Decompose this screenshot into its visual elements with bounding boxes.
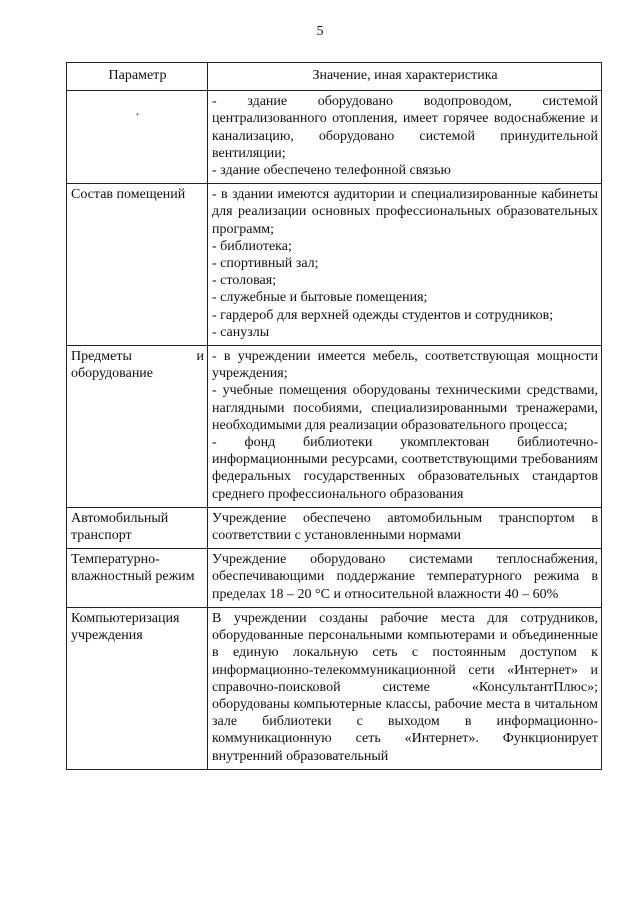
row-value-cell (208, 507, 602, 548)
value-line: - здание обеспечено телефонной связью (212, 163, 451, 179)
row-value-cell (208, 184, 602, 346)
value-line: - библиотека; (212, 238, 292, 254)
value-line: Учреждение обеспечено автомобильным транспортом в соответствии с установленными нормами (212, 510, 598, 544)
value-line: - столовая; (212, 273, 277, 289)
row-param-cell: Температурно-влажностный режим (67, 549, 208, 608)
table-row (67, 346, 602, 508)
header-value: Значение, иная характеристика (208, 63, 602, 91)
row-param-cell: Автомобильный транспорт (67, 507, 208, 548)
row-param-cell: . (67, 91, 208, 184)
value-line: - служебные и бытовые помещения; (212, 290, 428, 306)
value-line: - гардероб для верхней одежды студентов и сотрудников; (212, 307, 554, 323)
characteristics-table (66, 62, 602, 770)
value-line: - фонд библиотеки укомплектован библиотечно-информационными ресурсами, соответствующими требованиям федеральных государственных образовательных стандартов среднего профессионального образования (212, 435, 598, 502)
value-line: - спортивный зал; (212, 256, 319, 272)
header-param: Параметр (67, 63, 208, 91)
table-header-row (67, 63, 602, 91)
value-line: - в здании имеются аудитории и специализированные кабинеты для реализации основных профессиональных образовательных программ; (212, 187, 598, 237)
value-line: - санузлы (212, 324, 270, 340)
row-param-cell: Предметы и оборудование (67, 346, 208, 508)
value-line: - в учреждении имеется мебель, соответствующая мощности учреждения; (212, 349, 598, 382)
value-line: - здание оборудовано водопроводом, системой централизованного отопления, имеет горячее водоснабжение и канализацию, оборудовано системой принудительной вентиляции; (212, 94, 598, 161)
row-value-cell (208, 607, 602, 769)
row-param-cell: Состав помещений (67, 184, 208, 346)
table-row (67, 507, 602, 548)
value-line: В учреждении созданы рабочие места для сотрудников, оборудованные персональными компьютерами и объединенные в единую локальную сеть с постоянным доступом к информационно-телекоммуникационной сети «Интернет» и справочно-поисковой системе «КонсультантПлюс»; оборудованы компьютерные классы, рабочие места в читальном зале библиотеки с выходом в информационно-коммуникационную сеть «Интернет». Функционирует внутренний образовательный (212, 610, 598, 764)
row-value-cell (208, 91, 602, 184)
row-value-cell (208, 346, 602, 508)
table-row (67, 607, 602, 769)
value-line: - учебные помещения оборудованы техническими средствами, наглядными пособиями, специализированными тренажерами, необходимыми для реализации образовательного процесса; (212, 383, 598, 433)
page-number: 5 (316, 24, 324, 39)
row-param-cell: Компьютеризация учреждения (67, 607, 208, 769)
row-value-cell (208, 549, 602, 608)
table-row (67, 91, 602, 184)
table-row (67, 549, 602, 608)
value-line: Учреждение оборудовано системами теплоснабжения, обеспечивающими поддержание температурного режима в пределах 18 – 20 °С и относительной влажности 40 – 60% (212, 552, 598, 602)
table-row (67, 184, 602, 346)
